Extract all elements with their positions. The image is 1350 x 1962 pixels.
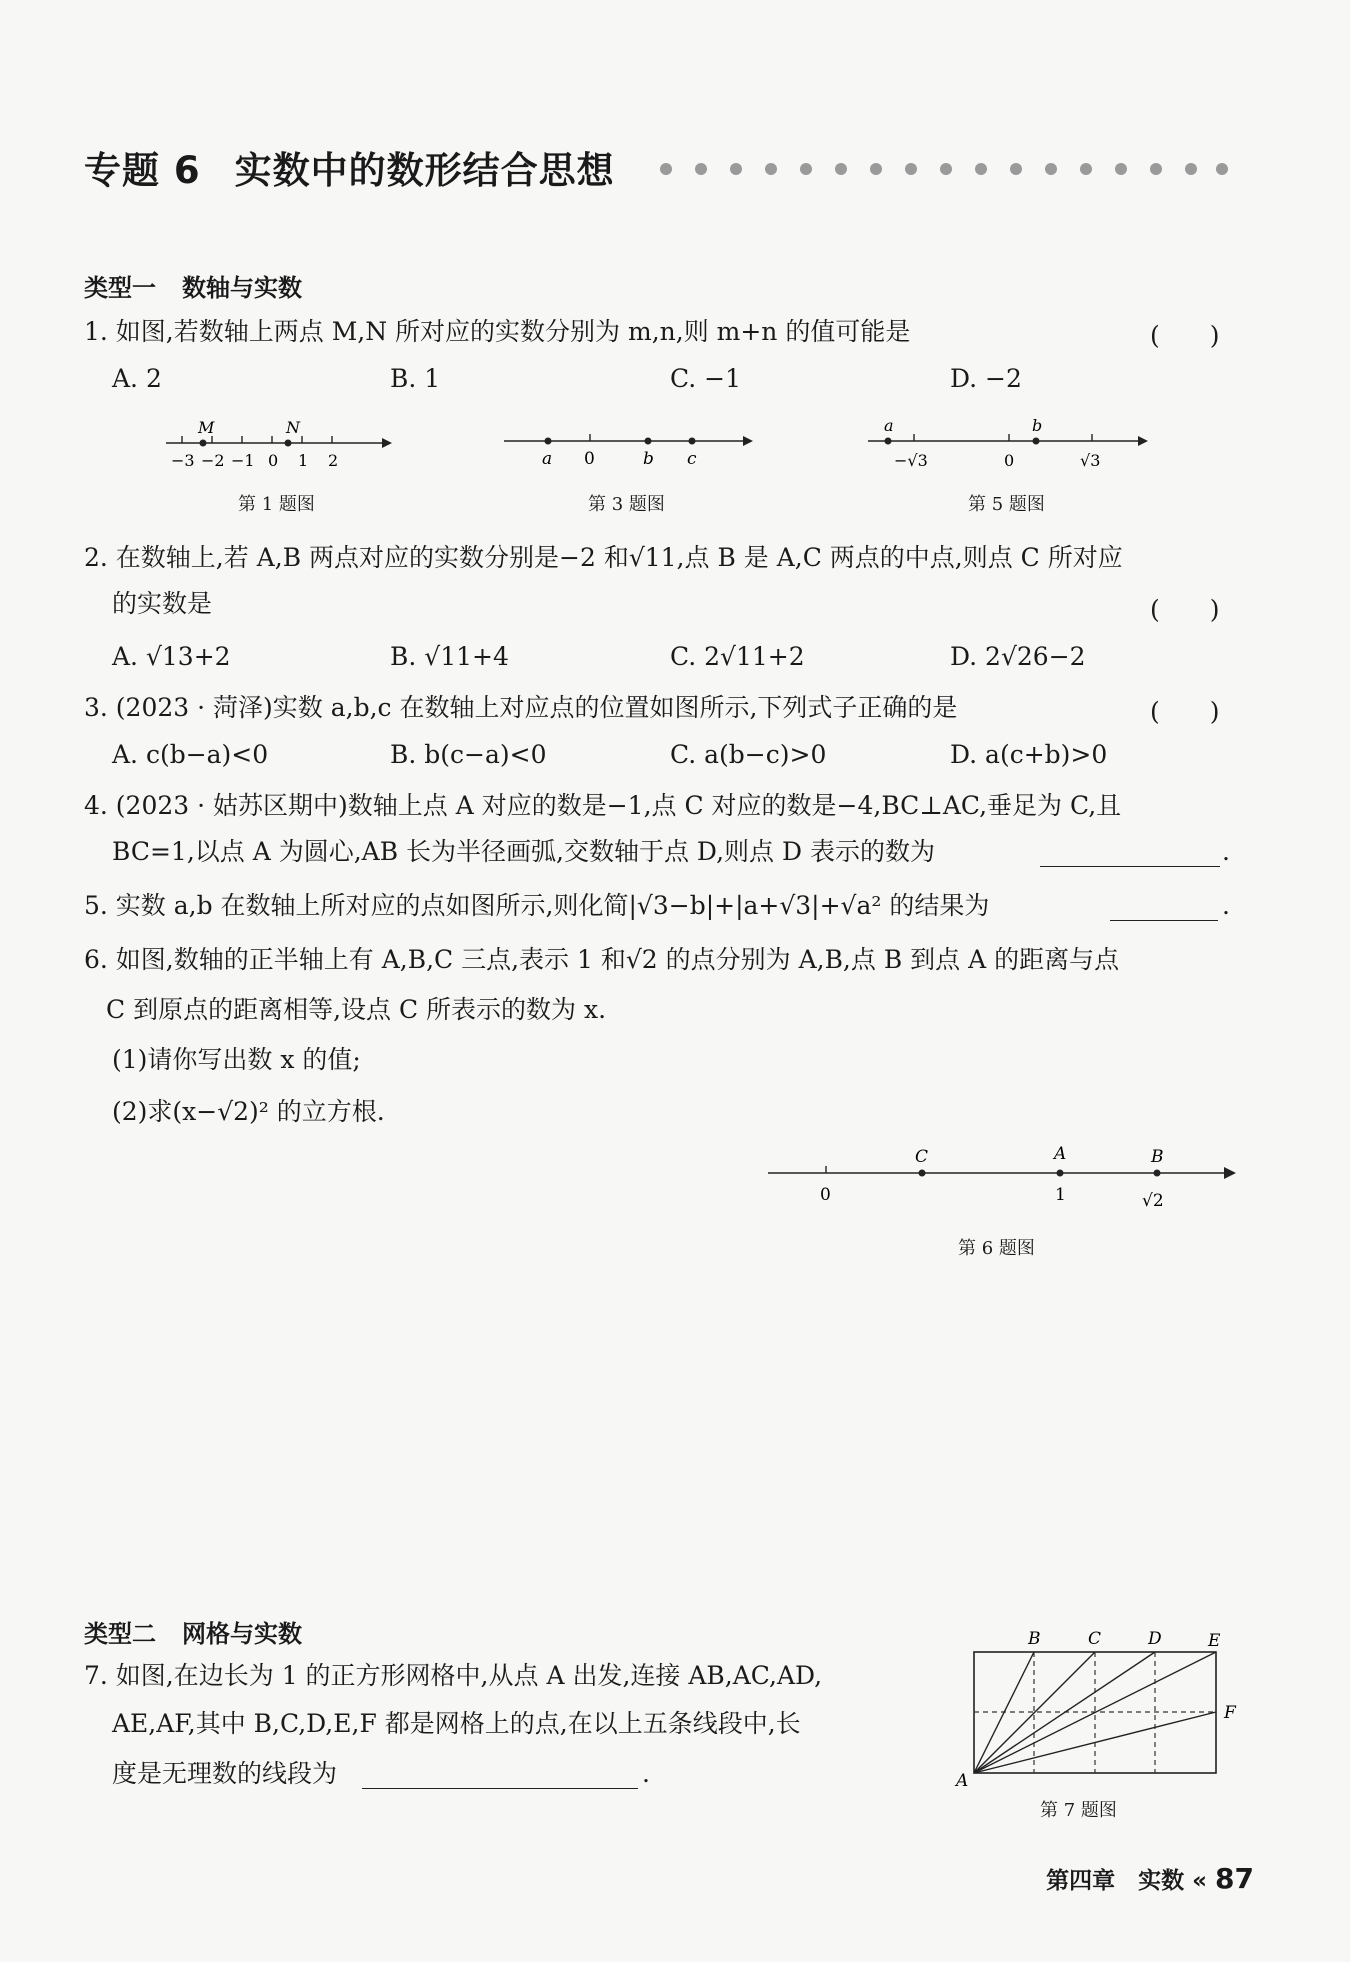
figure-7-grid bbox=[944, 1622, 1244, 1792]
figure-5-caption: 第 5 题图 bbox=[968, 494, 1045, 515]
figure-1-number-line bbox=[160, 416, 400, 476]
title-dot-decoration bbox=[660, 162, 1230, 176]
question-5-answer-blank bbox=[1110, 898, 1218, 921]
label-e: E bbox=[1208, 1631, 1221, 1651]
q3-option-d: D. a(c+b)>0 bbox=[950, 740, 1108, 769]
figure-3-caption: 第 3 题图 bbox=[588, 494, 665, 515]
q3-option-c: C. a(b−c)>0 bbox=[670, 740, 827, 769]
figure-1-caption: 第 1 题图 bbox=[238, 494, 315, 515]
point-b bbox=[1033, 438, 1040, 445]
q2-option-b: B. √11+4 bbox=[390, 642, 509, 671]
q2-option-d: D. 2√26−2 bbox=[950, 642, 1086, 671]
label-d: D bbox=[1148, 1629, 1162, 1649]
question-7-answer-blank bbox=[362, 1766, 638, 1789]
label-c: c bbox=[687, 449, 697, 469]
question-1-answer-paren: ( ) bbox=[1150, 321, 1220, 350]
label-c: C bbox=[915, 1147, 929, 1167]
question-4-line-2: BC=1,以点 A 为圆心,AB 长为半径画弧,交数轴于点 D,则点 D 表示的数为 bbox=[112, 837, 935, 866]
question-5-end: . bbox=[1222, 891, 1230, 920]
tick-label: −1 bbox=[231, 451, 255, 470]
q2-option-a: A. √13+2 bbox=[112, 642, 231, 671]
topic-number: 专题 6 bbox=[84, 149, 201, 192]
label-b: B bbox=[1151, 1147, 1164, 1167]
q1-option-d: D. −2 bbox=[950, 364, 1022, 393]
tick-label: √3 bbox=[1080, 451, 1101, 470]
label-zero: 0 bbox=[584, 449, 595, 469]
label-a: a bbox=[542, 449, 553, 469]
tick-label: −3 bbox=[171, 451, 195, 470]
point-c bbox=[689, 438, 696, 445]
question-4-line-1: 4. (2023 · 姑苏区期中)数轴上点 A 对应的数是−1,点 C 对应的数是−4,BC⊥AC,垂足为 C,且 bbox=[84, 791, 1122, 820]
q2-option-c: C. 2√11+2 bbox=[670, 642, 805, 671]
chevron-left-icon: « bbox=[1192, 1868, 1208, 1894]
figure-3-number-line bbox=[500, 422, 760, 472]
figure-6-number-line bbox=[764, 1140, 1244, 1220]
question-6-line-1: 6. 如图,数轴的正半轴上有 A,B,C 三点,表示 1 和√2 的点分别为 A,B,点 B 到点 A 的距离与点 bbox=[84, 945, 1120, 974]
q3-option-a: A. c(b−a)<0 bbox=[112, 740, 269, 769]
question-2-line-1: 2. 在数轴上,若 A,B 两点对应的实数分别是−2 和√11,点 B 是 A,C 两点的中点,则点 C 所对应 bbox=[84, 543, 1123, 572]
q3-option-b: B. b(c−a)<0 bbox=[390, 740, 547, 769]
tick-label: −2 bbox=[201, 451, 225, 470]
question-6-part-1: (1)请你写出数 x 的值; bbox=[112, 1045, 361, 1074]
point-n bbox=[285, 440, 292, 447]
section-heading-2: 类型二 网格与实数 bbox=[84, 1620, 302, 1648]
question-7-line-1: 7. 如图,在边长为 1 的正方形网格中,从点 A 出发,连接 AB,AC,AD, bbox=[84, 1661, 823, 1690]
question-7-end: . bbox=[642, 1759, 650, 1788]
point-c bbox=[919, 1170, 926, 1177]
point-a bbox=[1057, 1170, 1064, 1177]
topic-title: 实数中的数形结合思想 bbox=[234, 149, 615, 192]
question-3-text: 3. (2023 · 菏泽)实数 a,b,c 在数轴上对应点的位置如图所示,下列式子正确的是 bbox=[84, 693, 958, 722]
point-b bbox=[645, 438, 652, 445]
chapter-label: 第四章 实数 bbox=[1046, 1868, 1185, 1894]
question-7-line-3: 度是无理数的线段为 bbox=[112, 1759, 338, 1788]
label-a: A bbox=[1054, 1144, 1067, 1164]
label-b: B bbox=[1028, 1629, 1041, 1649]
tick-label: 0 bbox=[1004, 451, 1015, 470]
figure-5-number-line bbox=[864, 414, 1164, 474]
point-b bbox=[1154, 1170, 1161, 1177]
tick-label: 1 bbox=[1055, 1185, 1066, 1205]
label-b: b bbox=[1032, 416, 1043, 435]
question-2-answer-paren: ( ) bbox=[1150, 595, 1220, 624]
tick-label: 0 bbox=[820, 1185, 831, 1205]
tick-label: √2 bbox=[1142, 1191, 1164, 1211]
question-4-end: . bbox=[1222, 837, 1230, 866]
tick-label: 2 bbox=[328, 451, 339, 470]
question-6-part-2: (2)求(x−√2)² 的立方根. bbox=[112, 1097, 385, 1126]
page-footer bbox=[1046, 1862, 1254, 1895]
figure-7-caption: 第 7 题图 bbox=[1040, 1800, 1117, 1821]
label-m: M bbox=[198, 418, 215, 437]
label-a: a bbox=[884, 416, 894, 435]
section-heading-1: 类型一 数轴与实数 bbox=[84, 274, 302, 302]
q1-option-b: B. 1 bbox=[390, 364, 441, 393]
question-7-line-2: AE,AF,其中 B,C,D,E,F 都是网格上的点,在以上五条线段中,长 bbox=[112, 1709, 801, 1738]
label-c: C bbox=[1088, 1629, 1102, 1649]
question-1-text: 1. 如图,若数轴上两点 M,N 所对应的实数分别为 m,n,则 m+n 的值可能是 bbox=[84, 317, 911, 346]
tick-label: 0 bbox=[268, 451, 279, 470]
question-3-answer-paren: ( ) bbox=[1150, 697, 1220, 726]
point-a bbox=[885, 438, 892, 445]
label-b: b bbox=[643, 449, 654, 469]
page-number: 87 bbox=[1215, 1862, 1254, 1895]
question-4-answer-blank bbox=[1040, 844, 1220, 867]
question-6-line-2: C 到原点的距离相等,设点 C 所表示的数为 x. bbox=[106, 995, 607, 1024]
label-f: F bbox=[1224, 1703, 1236, 1723]
q1-option-c: C. −1 bbox=[670, 364, 741, 393]
point-a bbox=[545, 438, 552, 445]
tick-label: 1 bbox=[298, 451, 309, 470]
tick-label: −√3 bbox=[894, 451, 928, 470]
q1-option-a: A. 2 bbox=[112, 364, 162, 393]
question-2-line-2: 的实数是 bbox=[112, 589, 213, 618]
label-n: N bbox=[286, 418, 300, 437]
point-m bbox=[200, 440, 207, 447]
label-a: A bbox=[956, 1771, 969, 1791]
figure-6-caption: 第 6 题图 bbox=[958, 1238, 1035, 1259]
page-title bbox=[84, 140, 615, 194]
question-5-text: 5. 实数 a,b 在数轴上所对应的点如图所示,则化简|√3−b|+|a+√3|+√a² 的结果为 bbox=[84, 891, 990, 920]
